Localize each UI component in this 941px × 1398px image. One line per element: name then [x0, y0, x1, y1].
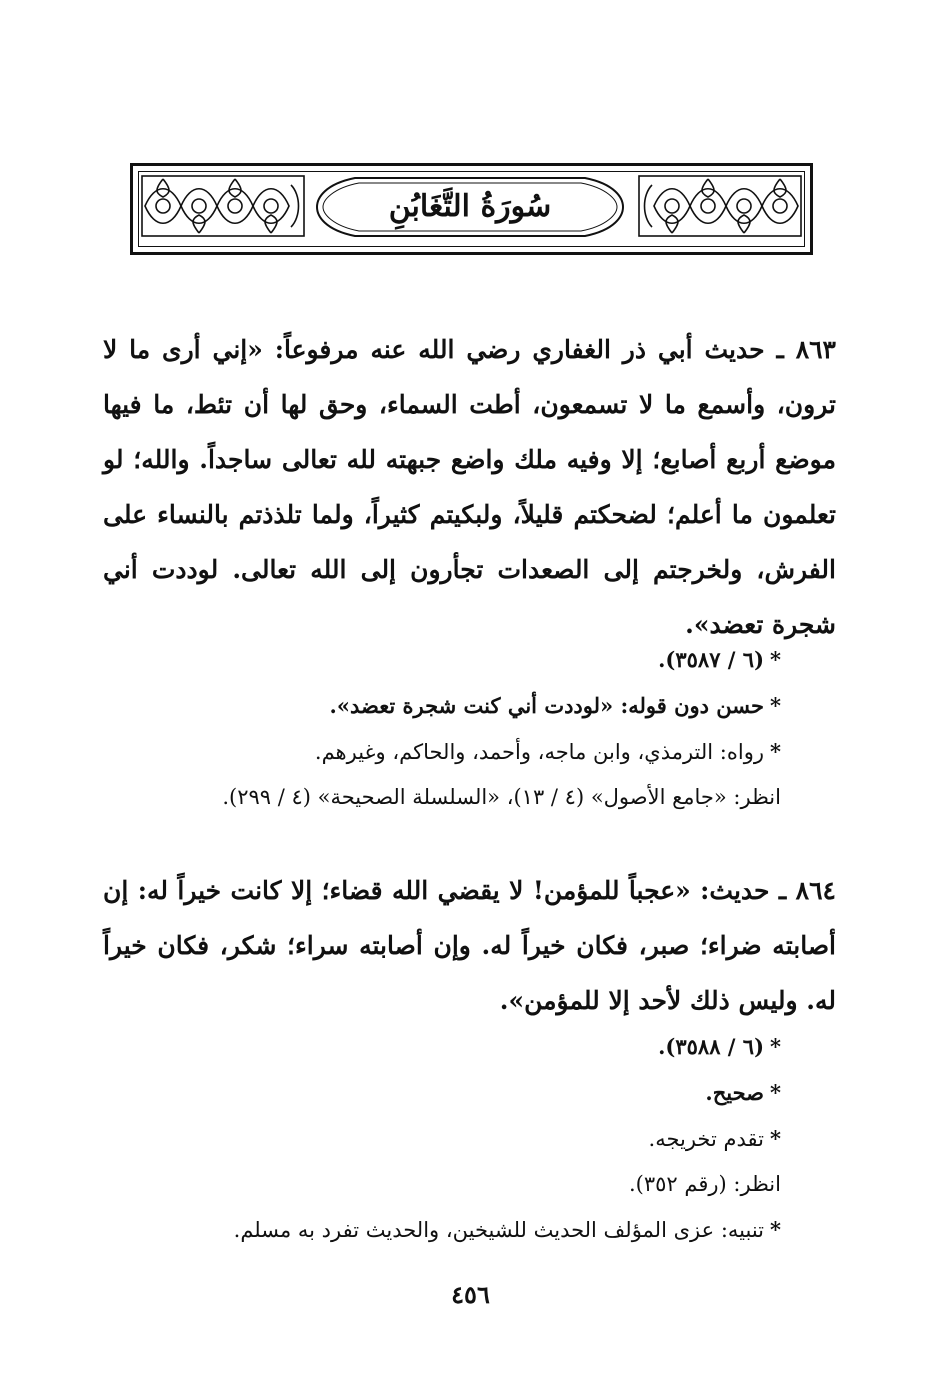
hadith-864-text	[103, 863, 836, 1028]
note-marker: *	[770, 647, 781, 672]
note-marker: *	[770, 1034, 781, 1059]
hadith-dash: ـ	[776, 335, 784, 364]
hadith-863-notes	[101, 637, 781, 820]
hadith-dash: ـ	[778, 876, 787, 905]
surah-title: سُورَةُ التَّغَابُنِ	[388, 189, 552, 224]
note-grade: *حسن دون قوله: «لوددت أني كنت شجرة تعضد».	[329, 693, 781, 718]
note-grade: *صحيح.	[705, 1080, 781, 1105]
arabesque-ornament-right	[638, 175, 802, 237]
arabesque-ornament-left	[141, 175, 305, 237]
note-see-also: انظر: (رقم ٣٥٢).	[629, 1172, 781, 1196]
note-marker: *	[770, 1217, 781, 1242]
note-marker: *	[770, 1080, 781, 1105]
hadith-863-text	[103, 322, 836, 652]
note-marker: *	[770, 1126, 781, 1151]
note-remark: *تنبيه: عزى المؤلف الحديث للشيخين، والحديث تفرد به مسلم.	[233, 1217, 781, 1242]
page-number: ٤٥٦	[451, 1280, 490, 1309]
note-previous: *تقدم تخريجه.	[648, 1126, 781, 1151]
note-marker: *	[770, 693, 781, 718]
note-marker: *	[770, 739, 781, 764]
hadith-body: حديث: «عجباً للمؤمن! لا يقضي الله قضاء؛ إلا كانت خيراً له: إن أصابته ضراء؛ صبر، فكان خيراً له. وإن أصابته سراء؛ شكر، فكان خيراً له. وليس ذلك لأحد إلا للمؤمن».	[103, 876, 836, 1015]
note-reference: *(٦ / ٣٥٨٧).	[658, 647, 781, 672]
hadith-864-notes	[101, 1024, 781, 1253]
hadith-number: ٨٦٤	[795, 876, 836, 905]
title-cartouche	[315, 176, 625, 238]
hadith-number: ٨٦٣	[795, 335, 836, 364]
hadith-body: حديث أبي ذر الغفاري رضي الله عنه مرفوعاً: «إني أرى ما لا ترون، وأسمع ما لا تسمعون، أطت السماء، وحق لها أن تئط، ما فيها موضع أربع أصابع؛ إلا وفيه ملك واضع جبهته لله تعالى ساجداً. والله؛ لو تعلمون ما أعلم؛ لضحكتم قليلاً، ولبكيتم كثيراً، ولما تلذذتم بالنساء على الفرش، ولخرجتم إلى الصعدات تجأرون إلى الله تعالى. لوددت أني شجرة تعضد».	[103, 335, 836, 639]
note-see-also: انظر: «جامع الأصول» (٤ / ١٣)، «السلسلة الصحيحة» (٤ / ٢٩٩).	[222, 785, 781, 809]
note-narrators: *رواه: الترمذي، وابن ماجه، وأحمد، والحاكم، وغيرهم.	[314, 739, 781, 764]
surah-banner	[130, 163, 813, 255]
note-reference: *(٦ / ٣٥٨٨).	[658, 1034, 781, 1059]
